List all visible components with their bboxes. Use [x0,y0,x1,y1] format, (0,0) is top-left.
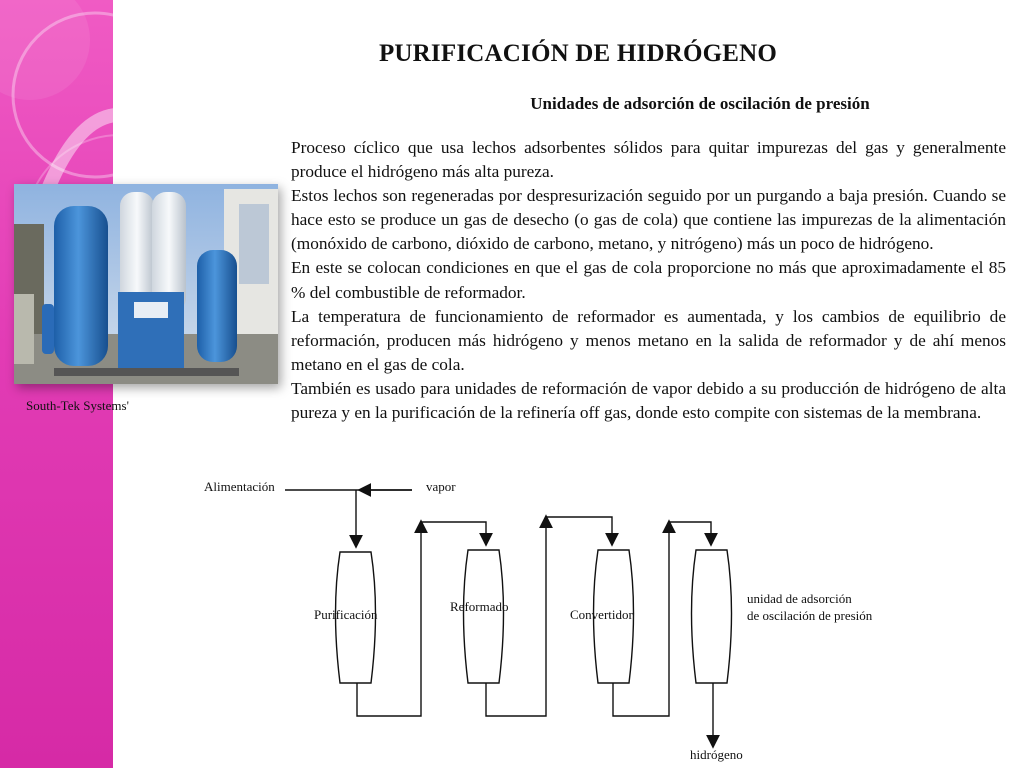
psa-equipment-photo [14,184,278,384]
paragraph: En este se colocan condiciones en que el gas de cola proporcione no más que aproximadamente el 85 % del combustible de reformador. [291,258,1006,302]
purification-label: Purificación [314,607,378,622]
paragraph: También es usado para unidades de reformación de vapor debido a su producción de hidrógeno de alta pureza y en la purificación de la refinería off gas, donde esto compite con sistemas de la membrana. [291,378,1006,423]
body-text [291,136,1006,425]
slide-subtitle: Unidades de adsorción de oscilación de presión [530,94,870,113]
process-flow-diagram [0,470,1024,768]
slide-title: PURIFICACIÓN DE HIDRÓGENO [378,40,778,67]
psa-unit-label-line1: unidad de adsorción [747,591,852,606]
psa-unit-label-line2: de oscilación de presión [747,608,873,623]
reformer-label: Reformado [450,599,509,614]
feed-label: Alimentación [204,479,275,494]
photo-caption: South-Tek Systems' [26,398,129,413]
paragraph: La temperatura de funcionamiento de reformador es aumentada, y los cambios de equilibrio de reformación, producen más hidrógeno y menos metano en la salida de reformador y de ahí menos metano en el gas de cola. [291,306,1006,374]
paragraph: Proceso cíclico que usa lechos adsorbentes sólidos para quitar impurezas del gas y generalmente produce el hidrógeno más alta pureza. [291,138,1006,182]
steam-label: vapor [426,479,456,494]
hydrogen-product-label: hidrógeno [690,747,743,762]
paragraph: Estos lechos son regeneradas por despresurización seguido por un purgando a baja presión. Cuando se hace esto se produce un gas de desecho (o gas de cola) que contiene las impurezas de la alimentación (monóxido de carbono, dióxido de carbono, metano, y nitrógeno) más un poco de hidrógeno. [291,186,1006,254]
converter-label: Convertidor [570,607,633,622]
